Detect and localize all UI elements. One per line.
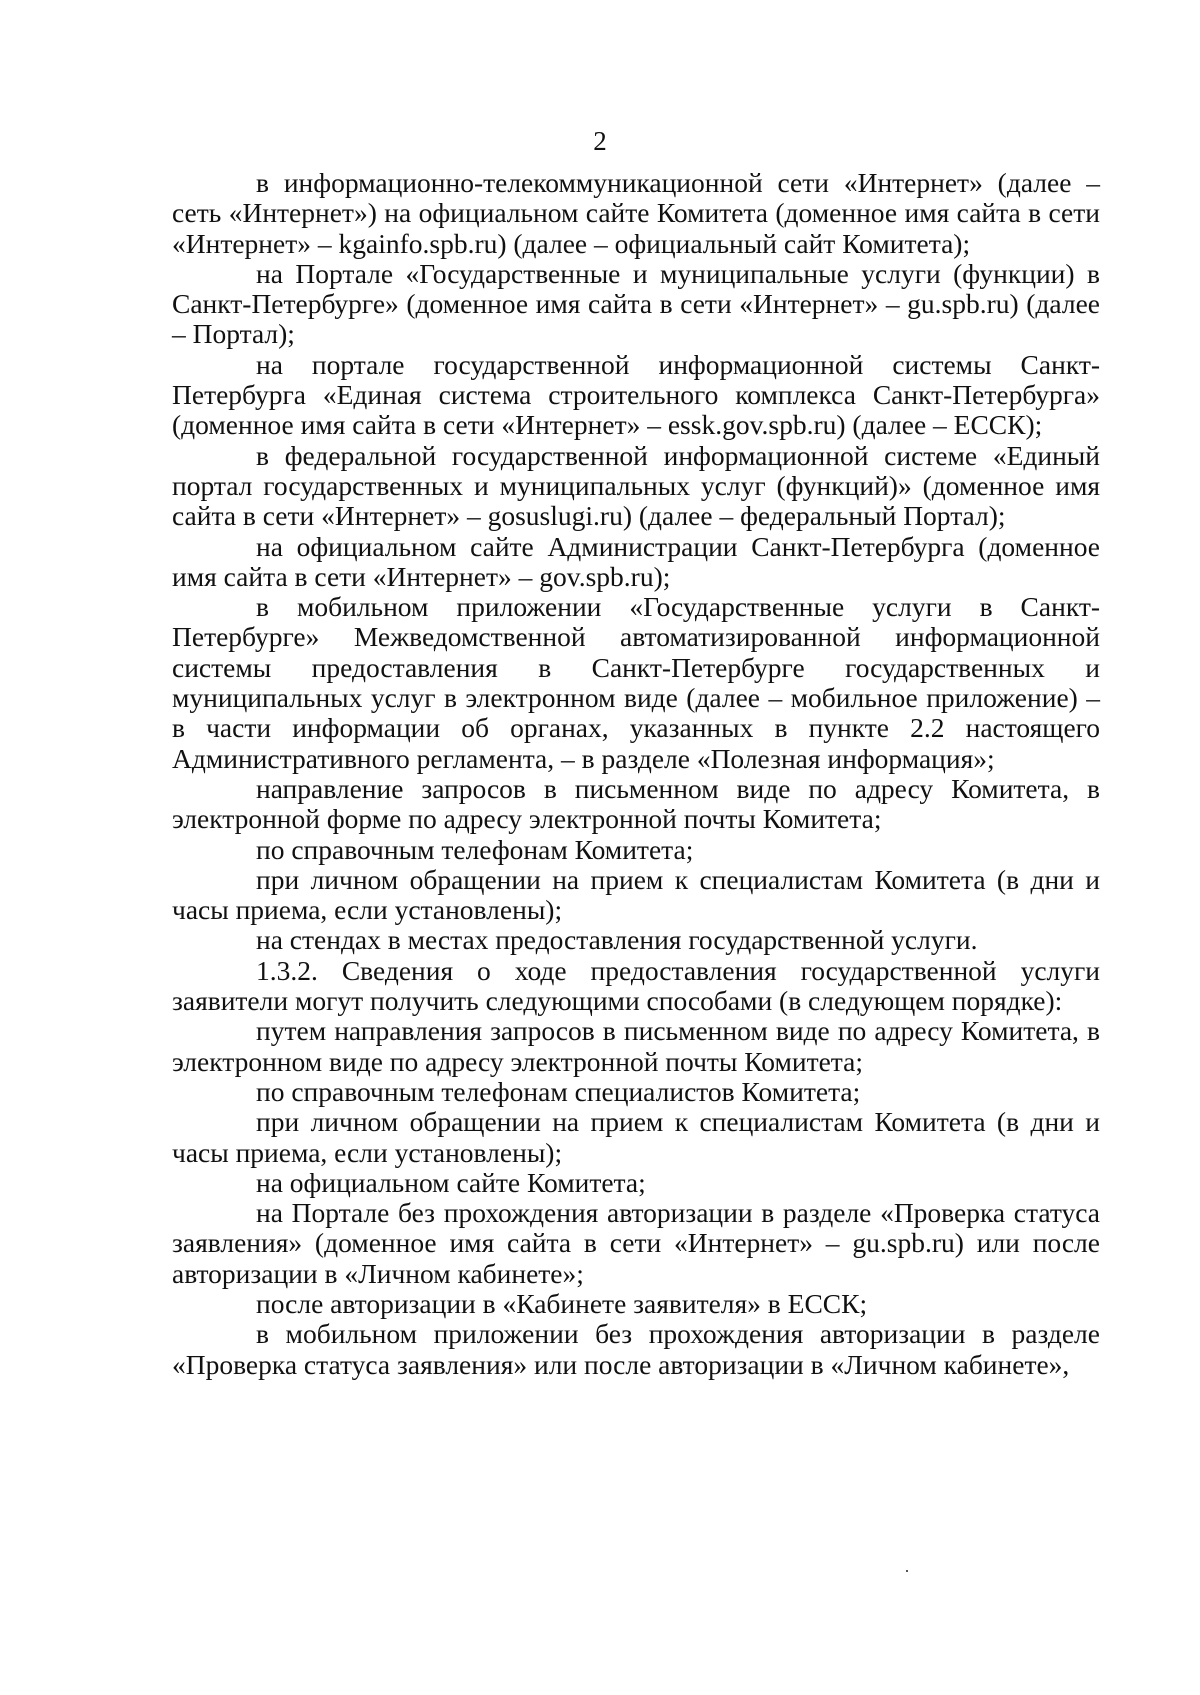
paragraph: на Портале «Государственные и муниципальные услуги (функции) в Санкт-Петербурге» (доменное имя сайта в сети «Интернет» – gu.spb.ru) (далее – Портал); — [172, 257, 1100, 350]
paragraph: на стендах в местах предоставления государственной услуги. — [256, 924, 978, 956]
document-body — [172, 168, 1100, 1380]
paragraph: на портале государственной информационной системы Санкт-Петербурга «Единая система строительного комплекса Санкт-Петербурга» (доменное имя сайта в сети «Интернет» – essk.gov.spb.ru) (далее – ЕССК); — [172, 348, 1100, 441]
paragraph: при личном обращении на прием к специалистам Комитета (в дни и часы приема, если установлены); — [172, 1106, 1100, 1168]
paragraph: по справочным телефонам Комитета; — [256, 833, 694, 865]
scan-speck — [906, 1570, 908, 1572]
page-number: 2 — [593, 126, 607, 156]
paragraph: на официальном сайте Комитета; — [256, 1166, 646, 1198]
paragraph: на официальном сайте Администрации Санкт-Петербурга (доменное имя сайта в сети «Интернет» – gov.spb.ru); — [172, 530, 1100, 592]
paragraph: в мобильном приложении «Государственные услуги в Санкт-Петербурге» Межведомственной автоматизированной информационной системы предоставления в Санкт-Петербурге государственных и муниципальных услуг в электронном виде (далее – мобильное приложение) – в части информации об органах, указанных в пункте 2.2 настоящего Административного регламента, – в разделе «Полезная информация»; — [172, 591, 1100, 774]
paragraph: 1.3.2. Сведения о ходе предоставления государственной услуги заявители могут получить следующими способами (в следующем порядке): — [172, 954, 1100, 1017]
paragraph: в мобильном приложении без прохождения авторизации в разделе «Проверка статуса заявления» или после авторизации в «Личном кабинете», — [172, 1318, 1100, 1380]
paragraph: по справочным телефонам специалистов Комитета; — [256, 1075, 861, 1107]
paragraph: направление запросов в письменном виде по адресу Комитета, в электронной форме по адресу электронной почты Комитета; — [172, 772, 1100, 835]
paragraph: при личном обращении на прием к специалистам Комитета (в дни и часы приема, если установлены); — [172, 863, 1100, 926]
paragraph: на Портале без прохождения авторизации в разделе «Проверка статуса заявления» (доменное имя сайта в сети «Интернет» – gu.spb.ru) или после авторизации в «Личном кабинете»; — [172, 1197, 1100, 1289]
paragraph: в информационно-телекоммуникационной сети «Интернет» (далее – сеть «Интернет») на официальном сайте Комитета (доменное имя сайта в сети «Интернет» – kgainfo.spb.ru) (далее – официальный сайт Комитета); — [172, 167, 1100, 259]
paragraph: путем направления запросов в письменном виде по адресу Комитета, в электронном виде по адресу электронной почты Комитета; — [172, 1015, 1100, 1077]
paragraph: после авторизации в «Кабинете заявителя» в ЕССК; — [256, 1287, 868, 1319]
paragraph: в федеральной государственной информационной системе «Единый портал государственных и муниципальных услуг (функций)» (доменное имя сайта в сети «Интернет» – gosuslugi.ru) (далее – федеральный Портал); — [172, 439, 1100, 532]
